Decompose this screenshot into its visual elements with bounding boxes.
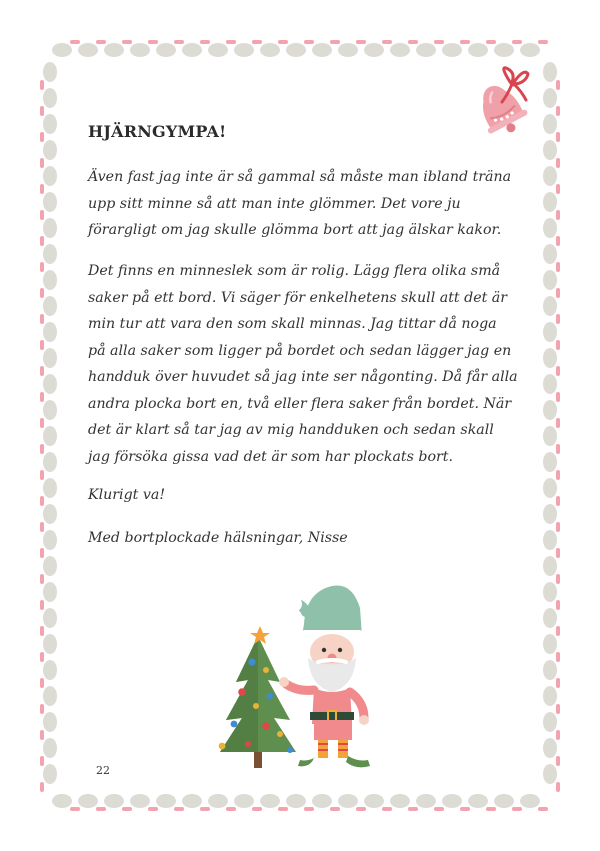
border-drop: [43, 166, 57, 186]
border-drop: [468, 43, 488, 57]
border-dash: [486, 807, 496, 811]
border-drop: [390, 794, 410, 808]
border-dash: [556, 184, 560, 194]
border-drop: [312, 794, 332, 808]
border-drop: [43, 634, 57, 654]
border-dash: [556, 652, 560, 662]
border-drop: [43, 296, 57, 316]
border-dash: [40, 678, 44, 688]
border-dash: [556, 210, 560, 220]
border-dash: [556, 158, 560, 168]
border-drop: [494, 794, 514, 808]
border-dash: [174, 40, 184, 44]
border-dash: [40, 366, 44, 376]
border-dash: [556, 574, 560, 584]
border-drop: [543, 634, 557, 654]
border-dash: [40, 470, 44, 480]
border-dash: [148, 40, 158, 44]
border-drop: [78, 794, 98, 808]
border-drop: [390, 43, 410, 57]
border-dash: [96, 40, 106, 44]
border-drop: [338, 794, 358, 808]
border-drop: [43, 88, 57, 108]
border-drop: [43, 140, 57, 160]
page-number: 22: [96, 764, 110, 777]
border-drop: [43, 62, 57, 82]
border-dash: [40, 262, 44, 272]
border-drop: [312, 43, 332, 57]
border-dash: [556, 132, 560, 142]
border-dash: [40, 340, 44, 350]
border-dash: [556, 756, 560, 766]
border-dash: [40, 548, 44, 558]
border-dash: [148, 807, 158, 811]
border-dash: [40, 522, 44, 532]
border-drop: [43, 374, 57, 394]
border-drop: [43, 686, 57, 706]
border-dash: [252, 40, 262, 44]
border-dash: [556, 340, 560, 350]
border-dash: [556, 782, 560, 792]
border-dash: [556, 314, 560, 324]
border-dash: [96, 807, 106, 811]
border-drop: [234, 794, 254, 808]
border-dash: [40, 600, 44, 610]
elf-with-christmas-tree: [214, 574, 390, 776]
border-drop: [338, 43, 358, 57]
border-dash: [356, 40, 366, 44]
border-drop: [43, 218, 57, 238]
border-drop: [543, 296, 557, 316]
border-dash: [556, 236, 560, 246]
border-drop: [43, 192, 57, 212]
border-dash: [40, 444, 44, 454]
border-dash: [40, 496, 44, 506]
border-dash: [122, 40, 132, 44]
border-dash: [40, 756, 44, 766]
border-drop: [543, 322, 557, 342]
border-dash: [40, 652, 44, 662]
border-dash: [40, 158, 44, 168]
border-dash: [304, 40, 314, 44]
border-drop: [543, 686, 557, 706]
border-drop: [43, 114, 57, 134]
border-dash: [40, 626, 44, 636]
border-drop: [78, 43, 98, 57]
border-dash: [40, 314, 44, 324]
border-drop: [543, 270, 557, 290]
border-drop: [43, 608, 57, 628]
border-dash: [382, 40, 392, 44]
border-drop: [364, 43, 384, 57]
border-drop: [543, 712, 557, 732]
border-dash: [556, 392, 560, 402]
border-drop: [543, 114, 557, 134]
border-dash: [278, 807, 288, 811]
border-dash: [556, 470, 560, 480]
border-drop: [416, 43, 436, 57]
paragraph-game: Det finns en minneslek som är rolig. Lägg flera olika små saker på ett bord. Vi säger för enkelhetens skull att det är min tur att vara den som skall minnas. Jag tittar då noga på alla saker som ligger på bordet och sedan lägger jag en handduk över huvudet så jag inte ser någonting. Då får alla andra plocka bort en, två eller flera saker från bordet. När det är klart så tar jag av mig handduken och sedan skall jag försöka gissa vad det är som har plockats bort.: [88, 263, 518, 465]
border-dash: [40, 184, 44, 194]
border-drop: [43, 764, 57, 784]
border-dash: [556, 600, 560, 610]
border-drop: [104, 794, 124, 808]
border-drop: [543, 660, 557, 680]
border-dash: [40, 106, 44, 116]
border-drop: [543, 166, 557, 186]
border-drop: [543, 608, 557, 628]
border-drop: [260, 43, 280, 57]
border-drop: [543, 452, 557, 472]
border-dash: [40, 80, 44, 90]
border-dash: [330, 40, 340, 44]
border-drop: [442, 43, 462, 57]
paragraph-intro: Även fast jag inte är så gammal så måste man ibland träna upp sitt minne så att man inte glömmer. Det vore ju förargligt om jag skulle glömma bort att jag älskar kakor.: [88, 169, 512, 238]
border-dash: [304, 807, 314, 811]
border-drop: [543, 140, 557, 160]
border-dash: [40, 132, 44, 142]
border-dash: [556, 444, 560, 454]
border-dash: [556, 626, 560, 636]
border-dash: [40, 574, 44, 584]
border-dash: [556, 678, 560, 688]
border-drop: [208, 794, 228, 808]
elf-character: [279, 585, 370, 767]
border-dash: [40, 782, 44, 792]
border-drop: [543, 218, 557, 238]
border-drop: [43, 582, 57, 602]
border-drop: [543, 244, 557, 264]
border-drop: [543, 192, 557, 212]
border-drop: [43, 556, 57, 576]
border-dash: [538, 40, 548, 44]
border-drop: [520, 794, 540, 808]
border-drop: [43, 738, 57, 758]
border-drop: [43, 322, 57, 342]
border-dash: [70, 40, 80, 44]
border-dash: [486, 40, 496, 44]
border-dash: [538, 807, 548, 811]
border-drop: [43, 426, 57, 446]
border-drop: [543, 478, 557, 498]
border-drop: [494, 43, 514, 57]
border-dash: [200, 807, 210, 811]
border-dash: [512, 807, 522, 811]
border-drop: [43, 348, 57, 368]
border-drop: [520, 43, 540, 57]
border-drop: [156, 794, 176, 808]
border-dash: [434, 40, 444, 44]
border-dash: [556, 730, 560, 740]
border-dash: [556, 548, 560, 558]
border-dash: [556, 496, 560, 506]
border-drop: [52, 794, 72, 808]
border-dash: [252, 807, 262, 811]
border-dash: [40, 418, 44, 428]
border-drop: [43, 530, 57, 550]
border-drop: [43, 452, 57, 472]
border-dash: [40, 392, 44, 402]
border-dash: [512, 40, 522, 44]
border-drop: [543, 556, 557, 576]
page-title: HJÄRNGYMPA!: [88, 122, 227, 141]
border-drop: [52, 43, 72, 57]
border-dash: [556, 288, 560, 298]
paragraph-exclamation: Klurigt va!: [88, 487, 166, 503]
border-dash: [556, 704, 560, 714]
border-dash: [556, 106, 560, 116]
border-drop: [43, 478, 57, 498]
christmas-tree: [219, 626, 296, 768]
border-drop: [543, 348, 557, 368]
border-dash: [408, 807, 418, 811]
border-drop: [43, 400, 57, 420]
border-dash: [556, 418, 560, 428]
border-drop: [543, 738, 557, 758]
border-dash: [40, 210, 44, 220]
border-dash: [174, 807, 184, 811]
border-dash: [40, 730, 44, 740]
border-dash: [434, 807, 444, 811]
border-drop: [543, 530, 557, 550]
border-dash: [556, 262, 560, 272]
border-dash: [408, 40, 418, 44]
border-drop: [286, 794, 306, 808]
border-dash: [226, 807, 236, 811]
border-drop: [104, 43, 124, 57]
border-dash: [278, 40, 288, 44]
border-dash: [70, 807, 80, 811]
paragraph-signoff: Med bortplockade hälsningar, Nisse: [88, 530, 348, 546]
border-drop: [543, 88, 557, 108]
border-dash: [40, 236, 44, 246]
border-drop: [182, 794, 202, 808]
border-drop: [543, 764, 557, 784]
border-dash: [330, 807, 340, 811]
border-dash: [200, 40, 210, 44]
border-drop: [543, 400, 557, 420]
border-dash: [382, 807, 392, 811]
border-dash: [556, 80, 560, 90]
border-dash: [226, 40, 236, 44]
border-dash: [556, 522, 560, 532]
border-drop: [286, 43, 306, 57]
border-drop: [468, 794, 488, 808]
border-dash: [356, 807, 366, 811]
border-drop: [543, 426, 557, 446]
border-drop: [43, 244, 57, 264]
border-dash: [460, 807, 470, 811]
border-drop: [364, 794, 384, 808]
border-drop: [234, 43, 254, 57]
border-drop: [182, 43, 202, 57]
border-drop: [208, 43, 228, 57]
border-drop: [43, 660, 57, 680]
border-dash: [40, 704, 44, 714]
border-drop: [130, 43, 150, 57]
border-dash: [460, 40, 470, 44]
border-drop: [442, 794, 462, 808]
border-drop: [543, 374, 557, 394]
border-drop: [543, 504, 557, 524]
border-dash: [122, 807, 132, 811]
border-dash: [556, 366, 560, 376]
border-drop: [43, 712, 57, 732]
border-drop: [260, 794, 280, 808]
border-drop: [156, 43, 176, 57]
border-drop: [43, 270, 57, 290]
border-drop: [543, 582, 557, 602]
border-drop: [130, 794, 150, 808]
border-dash: [40, 288, 44, 298]
bell-icon: [460, 62, 532, 140]
border-drop: [43, 504, 57, 524]
border-drop: [416, 794, 436, 808]
border-drop: [543, 62, 557, 82]
